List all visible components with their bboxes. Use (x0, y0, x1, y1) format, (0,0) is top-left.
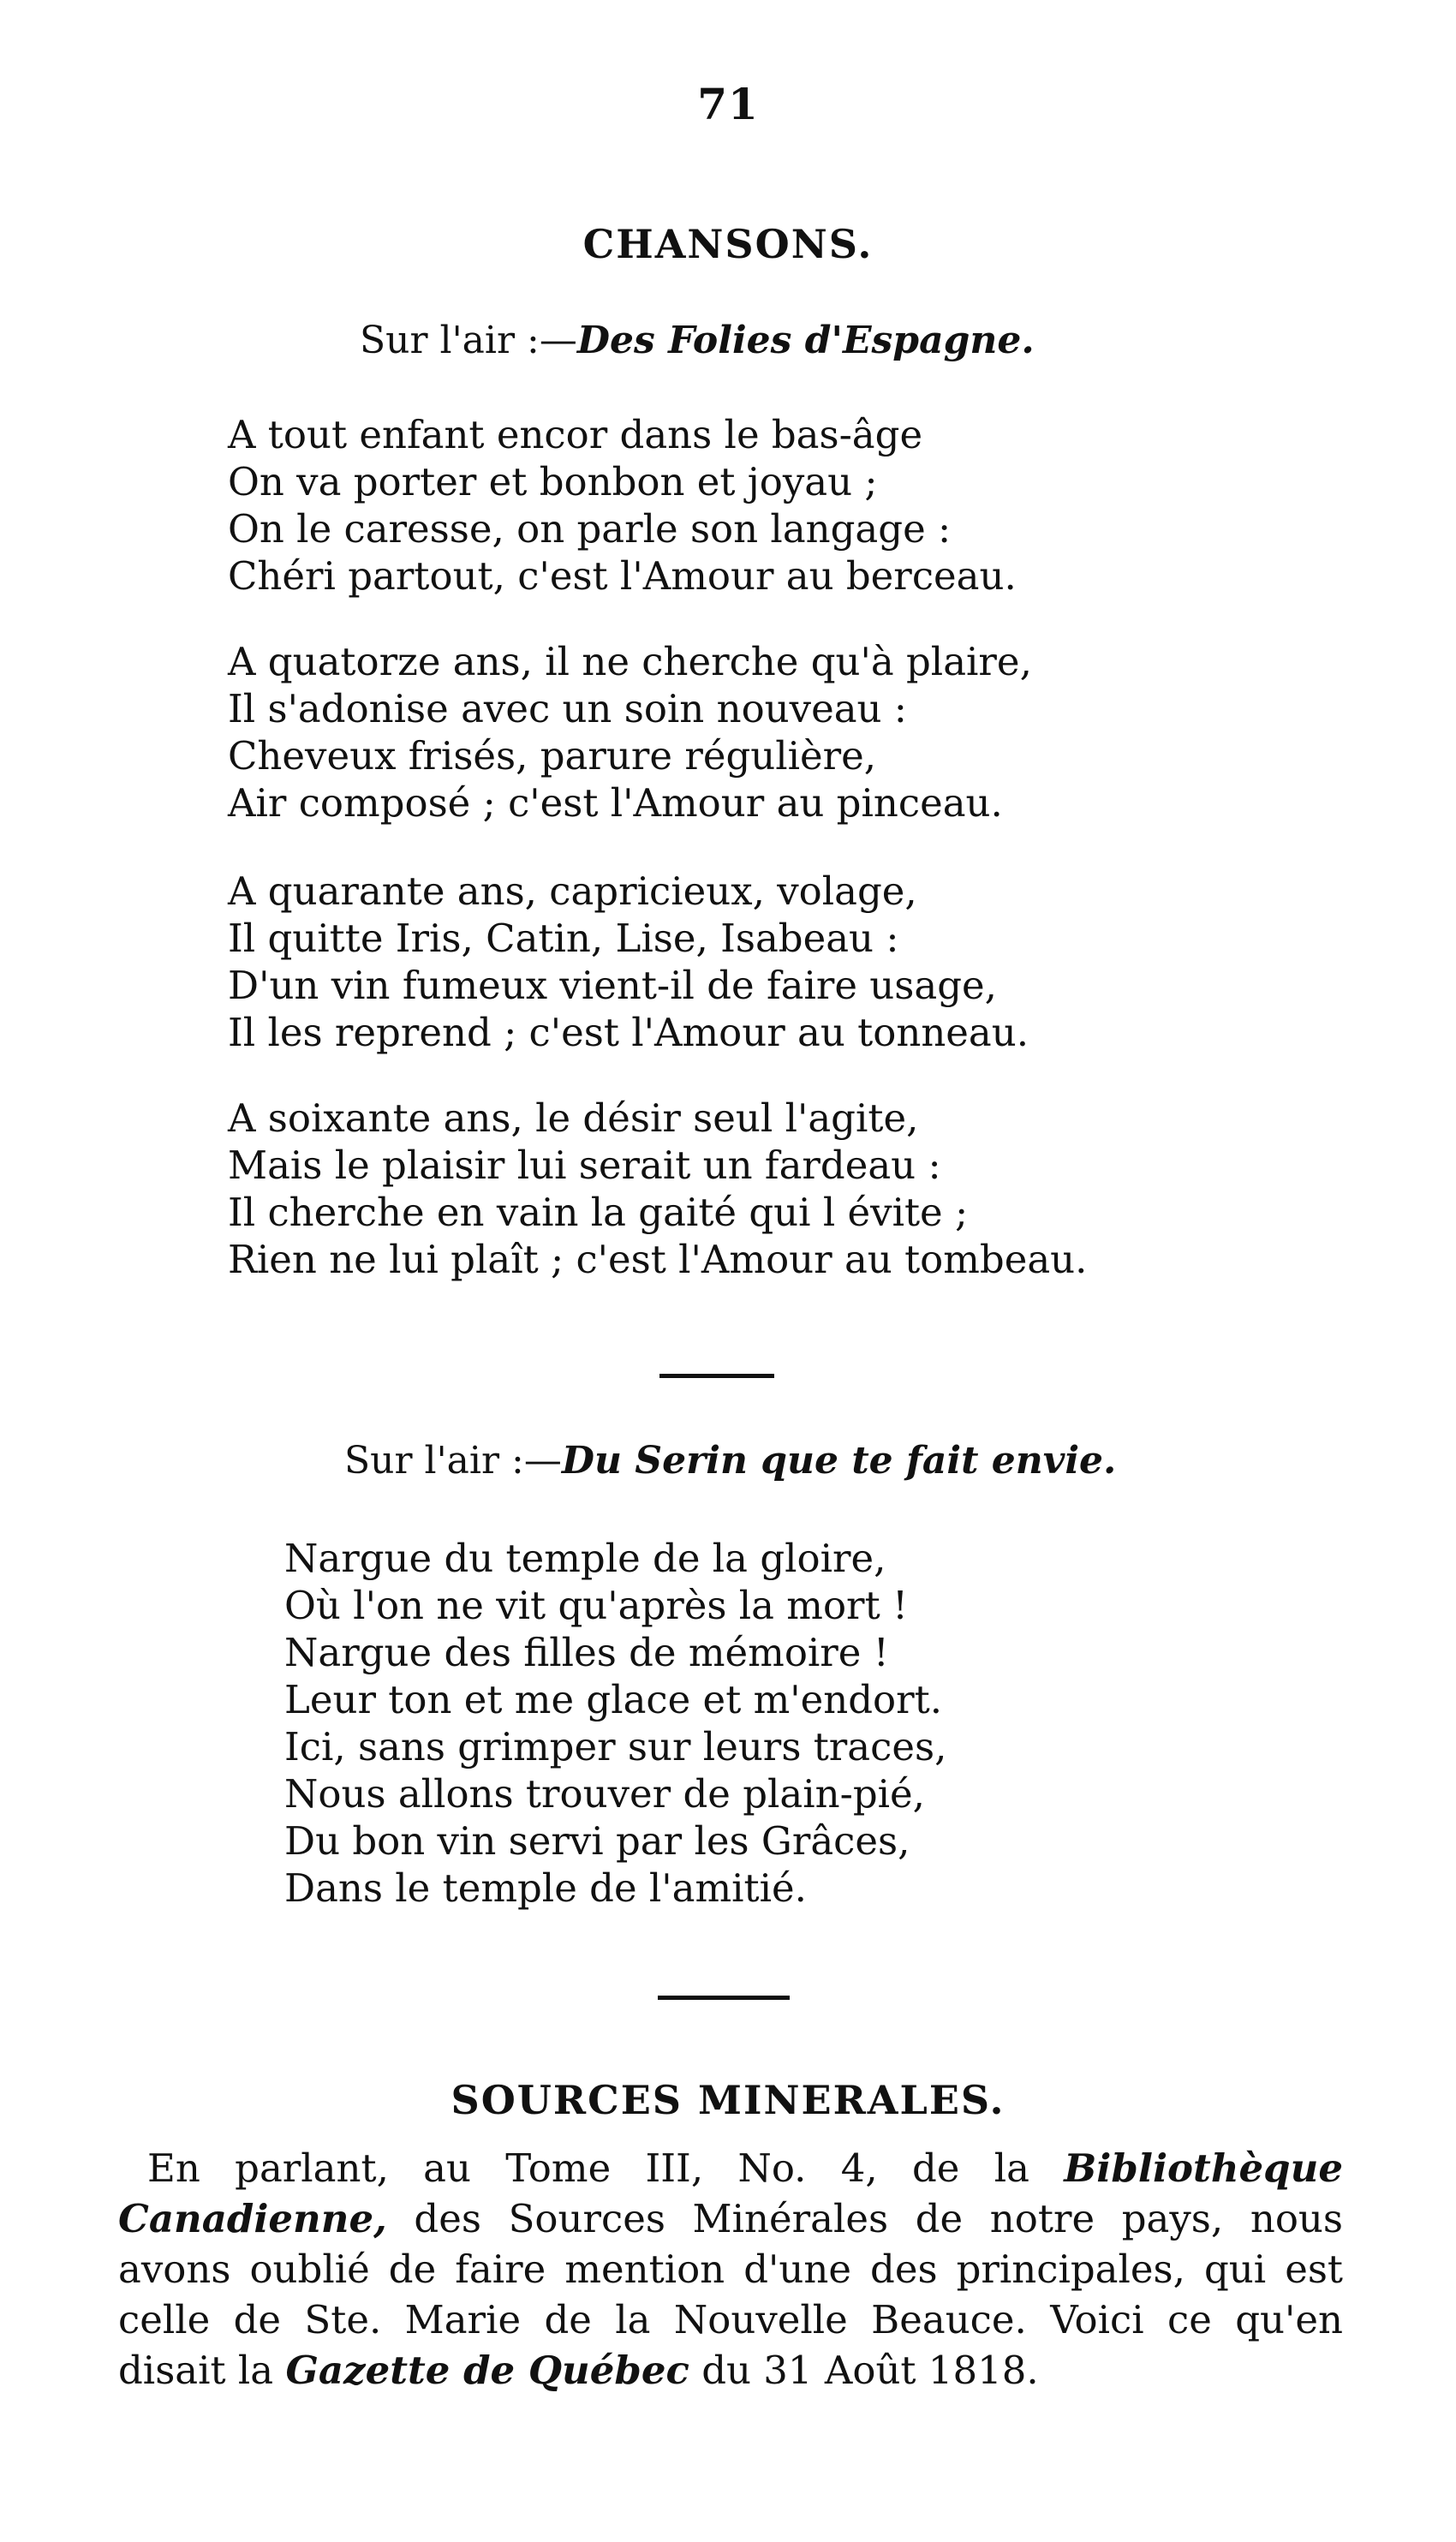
verse-line: Nargue des filles de mémoire ! (284, 1630, 889, 1675)
sources-paragraph (118, 2143, 1343, 2396)
verse-line: Nargue du temple de la gloire, (284, 1536, 886, 1581)
paragraph-text: du 31 Août 1818. (689, 2348, 1039, 2393)
song1-stanza-4 (228, 1095, 1087, 1283)
verse-line: Du bon vin servi par les Grâces, (284, 1818, 910, 1864)
song2-air-line (344, 1439, 1116, 1483)
verse-line: A quarante ans, capricieux, volage, (228, 868, 917, 914)
verse-line: Cheveux frisés, parure régulière, (228, 733, 877, 779)
verse-line: Où l'on ne vit qu'après la mort ! (284, 1583, 909, 1628)
verse-line: On va porter et bonbon et joyau ; (228, 459, 878, 504)
song2-air-prefix: Sur l'air :— (344, 1439, 562, 1483)
song1-air-line (360, 319, 1035, 362)
chansons-heading: CHANSONS. (582, 221, 874, 267)
sources-heading: SOURCES MINERALES. (451, 2077, 1005, 2123)
verse-line: Il les reprend ; c'est l'Amour au tonneau. (228, 1010, 1029, 1055)
verse-line: D'un vin fumeux vient-il de faire usage, (228, 963, 997, 1008)
paragraph-text: En parlant, au Tome III, No. 4, de la (147, 2145, 1065, 2191)
verse-line: Nous allons trouver de plain-pié, (284, 1771, 925, 1817)
journal-title: Bibliothèque Canadienne, (118, 2145, 1343, 2241)
verse-line: Ici, sans grimper sur leurs traces, (284, 1724, 947, 1769)
verse-line: Il quitte Iris, Catin, Lise, Isabeau : (228, 916, 899, 961)
paragraph-text: des Sources Minérales de notre pays, nous avons oublié de faire mention d'une des principales, qui est celle de Ste. Marie de la Nouvelle Beauce. Voici ce qu'en disait la (118, 2196, 1343, 2393)
newspaper-title: Gazette de Québec (285, 2348, 689, 2393)
song1-stanza-1 (228, 411, 1017, 600)
verse-line: Dans le temple de l'amitié. (284, 1865, 807, 1911)
verse-line: A quatorze ans, il ne cherche qu'à plaire, (228, 639, 1032, 684)
song1-air-title: Des Folies d'Espagne. (576, 319, 1035, 362)
verse-line: Il cherche en vain la gaité qui l évite ; (228, 1190, 969, 1235)
verse-line: On le caresse, on parle son langage : (228, 506, 952, 552)
section-divider (658, 1996, 790, 2000)
verse-line: Mais le plaisir lui serait un fardeau : (228, 1143, 941, 1188)
page-number: 71 (697, 79, 759, 129)
song2-stanza (284, 1535, 946, 1912)
song1-air-prefix: Sur l'air :— (360, 319, 577, 362)
verse-line: Leur ton et me glace et m'endort. (284, 1677, 943, 1722)
verse-line: Chéri partout, c'est l'Amour au berceau. (228, 553, 1017, 599)
song1-stanza-2 (228, 638, 1032, 826)
song1-stanza-3 (228, 868, 1029, 1056)
verse-line: Rien ne lui plaît ; c'est l'Amour au tombeau. (228, 1237, 1088, 1282)
song2-air-title: Du Serin que te fait envie. (561, 1439, 1117, 1483)
verse-line: A tout enfant encor dans le bas-âge (228, 412, 923, 457)
verse-line: Air composé ; c'est l'Amour au pinceau. (228, 780, 1003, 826)
verse-line: A soixante ans, le désir seul l'agite, (228, 1095, 919, 1141)
verse-line: Il s'adonise avec un soin nouveau : (228, 686, 907, 731)
section-divider (659, 1374, 774, 1378)
